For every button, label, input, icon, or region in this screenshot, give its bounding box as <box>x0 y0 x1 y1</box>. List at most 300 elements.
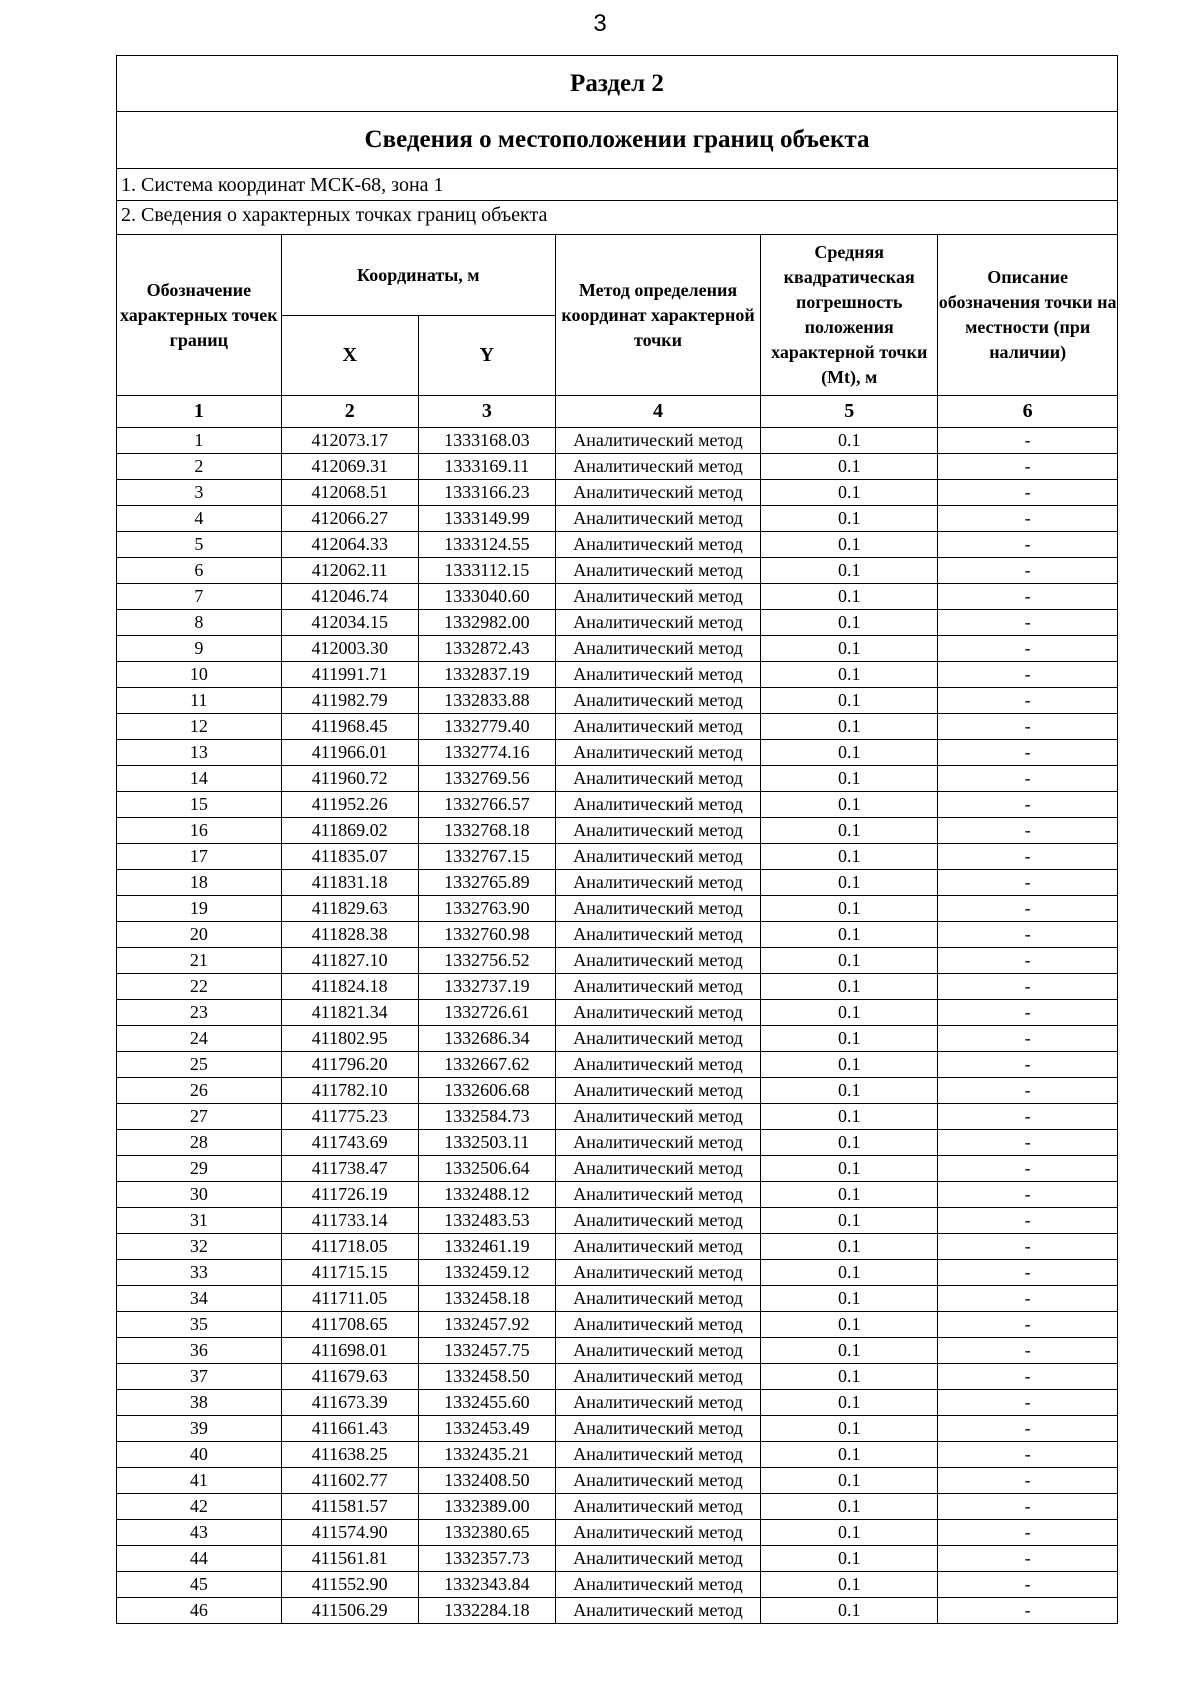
description-cell: - <box>938 818 1117 844</box>
coord-x-cell: 411638.25 <box>281 1442 418 1468</box>
point-number-cell: 25 <box>117 1052 281 1078</box>
mean-error-cell: 0.1 <box>761 584 938 610</box>
description-cell: - <box>938 896 1117 922</box>
table-row <box>117 1572 1117 1598</box>
table-row <box>117 870 1117 896</box>
coord-y-cell: 1332766.57 <box>418 792 555 818</box>
description-cell: - <box>938 974 1117 1000</box>
description-cell: - <box>938 662 1117 688</box>
coord-y-cell: 1332461.19 <box>418 1234 555 1260</box>
description-cell: - <box>938 428 1117 454</box>
table-row <box>117 922 1117 948</box>
coord-y-cell: 1332343.84 <box>418 1572 555 1598</box>
point-number-cell: 31 <box>117 1208 281 1234</box>
mean-error-cell: 0.1 <box>761 1234 938 1260</box>
method-cell: Аналитический метод <box>555 948 760 974</box>
point-number-cell: 2 <box>117 454 281 480</box>
mean-error-cell: 0.1 <box>761 896 938 922</box>
column-number: 2 <box>281 396 418 428</box>
point-number-cell: 28 <box>117 1130 281 1156</box>
description-cell: - <box>938 1390 1117 1416</box>
mean-error-cell: 0.1 <box>761 610 938 636</box>
method-cell: Аналитический метод <box>555 480 760 506</box>
method-cell: Аналитический метод <box>555 1598 760 1624</box>
point-number-cell: 9 <box>117 636 281 662</box>
coord-x-cell: 411574.90 <box>281 1520 418 1546</box>
coord-y-cell: 1332453.49 <box>418 1416 555 1442</box>
coord-x-cell: 411869.02 <box>281 818 418 844</box>
coord-y-cell: 1332686.34 <box>418 1026 555 1052</box>
description-cell: - <box>938 1078 1117 1104</box>
mean-error-cell: 0.1 <box>761 1390 938 1416</box>
mean-error-cell: 0.1 <box>761 1598 938 1624</box>
mean-error-cell: 0.1 <box>761 740 938 766</box>
table-row <box>117 428 1117 454</box>
point-number-cell: 29 <box>117 1156 281 1182</box>
point-number-cell: 7 <box>117 584 281 610</box>
description-cell: - <box>938 584 1117 610</box>
method-cell: Аналитический метод <box>555 1234 760 1260</box>
coord-x-cell: 411711.05 <box>281 1286 418 1312</box>
coord-y-cell: 1332774.16 <box>418 740 555 766</box>
description-cell: - <box>938 558 1117 584</box>
mean-error-cell: 0.1 <box>761 1130 938 1156</box>
column-number-row <box>117 396 1117 428</box>
mean-error-cell: 0.1 <box>761 766 938 792</box>
point-number-cell: 24 <box>117 1026 281 1052</box>
description-cell: - <box>938 532 1117 558</box>
method-cell: Аналитический метод <box>555 870 760 896</box>
coord-x-cell: 412046.74 <box>281 584 418 610</box>
point-number-cell: 30 <box>117 1182 281 1208</box>
coord-x-cell: 411960.72 <box>281 766 418 792</box>
description-cell: - <box>938 1364 1117 1390</box>
coord-y-cell: 1332833.88 <box>418 688 555 714</box>
point-number-cell: 33 <box>117 1260 281 1286</box>
coord-x-cell: 411698.01 <box>281 1338 418 1364</box>
description-cell: - <box>938 1104 1117 1130</box>
mean-error-cell: 0.1 <box>761 714 938 740</box>
point-number-cell: 10 <box>117 662 281 688</box>
mean-error-cell: 0.1 <box>761 636 938 662</box>
method-cell: Аналитический метод <box>555 506 760 532</box>
table-row <box>117 1390 1117 1416</box>
method-cell: Аналитический метод <box>555 844 760 870</box>
mean-error-cell: 0.1 <box>761 1000 938 1026</box>
coord-y-cell: 1332458.18 <box>418 1286 555 1312</box>
method-cell: Аналитический метод <box>555 1182 760 1208</box>
mean-error-cell: 0.1 <box>761 1156 938 1182</box>
method-cell: Аналитический метод <box>555 454 760 480</box>
column-number: 6 <box>938 396 1117 428</box>
point-number-cell: 27 <box>117 1104 281 1130</box>
method-cell: Аналитический метод <box>555 1052 760 1078</box>
mean-error-cell: 0.1 <box>761 1364 938 1390</box>
table-row <box>117 1546 1117 1572</box>
point-number-cell: 18 <box>117 870 281 896</box>
coord-x-cell: 411829.63 <box>281 896 418 922</box>
point-number-cell: 3 <box>117 480 281 506</box>
coord-x-cell: 411743.69 <box>281 1130 418 1156</box>
section-subtitle: Сведения о местоположении границ объекта <box>117 112 1117 169</box>
mean-error-cell: 0.1 <box>761 948 938 974</box>
coord-y-cell: 1332357.73 <box>418 1546 555 1572</box>
mean-error-cell: 0.1 <box>761 844 938 870</box>
description-cell: - <box>938 1572 1117 1598</box>
coord-x-cell: 412064.33 <box>281 532 418 558</box>
coord-y-cell: 1332756.52 <box>418 948 555 974</box>
point-number-cell: 19 <box>117 896 281 922</box>
coord-y-cell: 1333168.03 <box>418 428 555 454</box>
coord-x-cell: 411991.71 <box>281 662 418 688</box>
coord-x-cell: 411552.90 <box>281 1572 418 1598</box>
description-cell: - <box>938 1052 1117 1078</box>
method-cell: Аналитический метод <box>555 688 760 714</box>
method-cell: Аналитический метод <box>555 974 760 1000</box>
table-row <box>117 1520 1117 1546</box>
coord-x-cell: 411802.95 <box>281 1026 418 1052</box>
coord-x-cell: 411679.63 <box>281 1364 418 1390</box>
method-cell: Аналитический метод <box>555 1130 760 1156</box>
point-number-cell: 6 <box>117 558 281 584</box>
mean-error-cell: 0.1 <box>761 480 938 506</box>
mean-error-cell: 0.1 <box>761 1338 938 1364</box>
point-number-cell: 12 <box>117 714 281 740</box>
description-cell: - <box>938 454 1117 480</box>
point-number-cell: 45 <box>117 1572 281 1598</box>
method-cell: Аналитический метод <box>555 636 760 662</box>
coord-x-cell: 411506.29 <box>281 1598 418 1624</box>
coord-y-cell: 1332435.21 <box>418 1442 555 1468</box>
point-number-cell: 1 <box>117 428 281 454</box>
description-cell: - <box>938 506 1117 532</box>
mean-error-cell: 0.1 <box>761 818 938 844</box>
coord-y-cell: 1332760.98 <box>418 922 555 948</box>
mean-error-cell: 0.1 <box>761 922 938 948</box>
method-cell: Аналитический метод <box>555 1156 760 1182</box>
point-number-cell: 4 <box>117 506 281 532</box>
mean-error-cell: 0.1 <box>761 662 938 688</box>
method-cell: Аналитический метод <box>555 1104 760 1130</box>
coord-x-cell: 411782.10 <box>281 1078 418 1104</box>
mean-error-cell: 0.1 <box>761 1494 938 1520</box>
coord-y-cell: 1332982.00 <box>418 610 555 636</box>
point-number-cell: 32 <box>117 1234 281 1260</box>
table-row <box>117 1364 1117 1390</box>
table-row <box>117 1416 1117 1442</box>
point-number-cell: 13 <box>117 740 281 766</box>
table-row <box>117 1338 1117 1364</box>
table-row <box>117 1234 1117 1260</box>
coord-y-cell: 1332726.61 <box>418 1000 555 1026</box>
coord-x-cell: 411775.23 <box>281 1104 418 1130</box>
description-cell: - <box>938 792 1117 818</box>
method-cell: Аналитический метод <box>555 532 760 558</box>
table-row <box>117 1442 1117 1468</box>
table-row <box>117 584 1117 610</box>
description-cell: - <box>938 1208 1117 1234</box>
mean-error-cell: 0.1 <box>761 1208 938 1234</box>
mean-error-cell: 0.1 <box>761 428 938 454</box>
description-cell: - <box>938 1182 1117 1208</box>
mean-error-cell: 0.1 <box>761 1442 938 1468</box>
table-row <box>117 1494 1117 1520</box>
table-row <box>117 1104 1117 1130</box>
table-row <box>117 506 1117 532</box>
mean-error-cell: 0.1 <box>761 1078 938 1104</box>
description-cell: - <box>938 1286 1117 1312</box>
coord-y-cell: 1332779.40 <box>418 714 555 740</box>
description-cell: - <box>938 480 1117 506</box>
method-cell: Аналитический метод <box>555 1026 760 1052</box>
mean-error-cell: 0.1 <box>761 454 938 480</box>
description-cell: - <box>938 922 1117 948</box>
coord-y-cell: 1332483.53 <box>418 1208 555 1234</box>
header-description: Описание обозначения точки на местности (при наличии) <box>938 235 1117 396</box>
mean-error-cell: 0.1 <box>761 506 938 532</box>
table-row <box>117 1208 1117 1234</box>
coord-x-cell: 412073.17 <box>281 428 418 454</box>
table-row <box>117 974 1117 1000</box>
points-caption: 2. Сведения о характерных точках границ объекта <box>117 201 1117 235</box>
coord-x-cell: 411831.18 <box>281 870 418 896</box>
coord-x-cell: 411821.34 <box>281 1000 418 1026</box>
point-number-cell: 17 <box>117 844 281 870</box>
table-row <box>117 1182 1117 1208</box>
coord-x-cell: 411824.18 <box>281 974 418 1000</box>
points-table <box>117 235 1117 1623</box>
mean-error-cell: 0.1 <box>761 1546 938 1572</box>
table-row <box>117 610 1117 636</box>
description-cell: - <box>938 948 1117 974</box>
section-title: Раздел 2 <box>117 56 1117 112</box>
description-cell: - <box>938 1546 1117 1572</box>
mean-error-cell: 0.1 <box>761 532 938 558</box>
method-cell: Аналитический метод <box>555 1312 760 1338</box>
table-row <box>117 896 1117 922</box>
mean-error-cell: 0.1 <box>761 1260 938 1286</box>
description-cell: - <box>938 1260 1117 1286</box>
method-cell: Аналитический метод <box>555 662 760 688</box>
description-cell: - <box>938 1026 1117 1052</box>
coord-x-cell: 411738.47 <box>281 1156 418 1182</box>
method-cell: Аналитический метод <box>555 1520 760 1546</box>
method-cell: Аналитический метод <box>555 714 760 740</box>
table-row <box>117 1130 1117 1156</box>
table-row <box>117 1026 1117 1052</box>
table-row <box>117 948 1117 974</box>
coord-x-cell: 411561.81 <box>281 1546 418 1572</box>
coord-y-cell: 1332737.19 <box>418 974 555 1000</box>
coord-x-cell: 411673.39 <box>281 1390 418 1416</box>
point-number-cell: 8 <box>117 610 281 636</box>
page-number: 3 <box>593 10 607 37</box>
method-cell: Аналитический метод <box>555 818 760 844</box>
description-cell: - <box>938 1130 1117 1156</box>
point-number-cell: 43 <box>117 1520 281 1546</box>
method-cell: Аналитический метод <box>555 1364 760 1390</box>
table-row <box>117 844 1117 870</box>
table-row <box>117 1312 1117 1338</box>
description-cell: - <box>938 1312 1117 1338</box>
point-number-cell: 35 <box>117 1312 281 1338</box>
coord-x-cell: 411966.01 <box>281 740 418 766</box>
coord-y-cell: 1332457.92 <box>418 1312 555 1338</box>
table-row <box>117 1260 1117 1286</box>
mean-error-cell: 0.1 <box>761 1286 938 1312</box>
coord-x-cell: 411718.05 <box>281 1234 418 1260</box>
table-row <box>117 1468 1117 1494</box>
table-row <box>117 1000 1117 1026</box>
method-cell: Аналитический метод <box>555 1468 760 1494</box>
coord-x-cell: 411968.45 <box>281 714 418 740</box>
method-cell: Аналитический метод <box>555 792 760 818</box>
mean-error-cell: 0.1 <box>761 792 938 818</box>
table-row <box>117 532 1117 558</box>
coord-y-cell: 1332768.18 <box>418 818 555 844</box>
description-cell: - <box>938 740 1117 766</box>
table-row <box>117 1078 1117 1104</box>
mean-error-cell: 0.1 <box>761 870 938 896</box>
coord-y-cell: 1332765.89 <box>418 870 555 896</box>
method-cell: Аналитический метод <box>555 1546 760 1572</box>
point-number-cell: 42 <box>117 1494 281 1520</box>
table-row <box>117 714 1117 740</box>
mean-error-cell: 0.1 <box>761 1520 938 1546</box>
point-number-cell: 5 <box>117 532 281 558</box>
mean-error-cell: 0.1 <box>761 1468 938 1494</box>
method-cell: Аналитический метод <box>555 740 760 766</box>
coord-x-cell: 412062.11 <box>281 558 418 584</box>
coord-y-cell: 1333124.55 <box>418 532 555 558</box>
method-cell: Аналитический метод <box>555 896 760 922</box>
description-cell: - <box>938 1468 1117 1494</box>
point-number-cell: 36 <box>117 1338 281 1364</box>
coord-x-cell: 411602.77 <box>281 1468 418 1494</box>
coord-x-cell: 412066.27 <box>281 506 418 532</box>
coord-x-cell: 412069.31 <box>281 454 418 480</box>
point-number-cell: 44 <box>117 1546 281 1572</box>
table-row <box>117 1286 1117 1312</box>
mean-error-cell: 0.1 <box>761 688 938 714</box>
coord-y-cell: 1332506.64 <box>418 1156 555 1182</box>
header-method: Метод определения координат характерной точки <box>555 235 760 396</box>
point-number-cell: 23 <box>117 1000 281 1026</box>
method-cell: Аналитический метод <box>555 1390 760 1416</box>
coord-y-cell: 1333149.99 <box>418 506 555 532</box>
method-cell: Аналитический метод <box>555 1416 760 1442</box>
description-cell: - <box>938 714 1117 740</box>
method-cell: Аналитический метод <box>555 558 760 584</box>
table-row <box>117 480 1117 506</box>
description-cell: - <box>938 1598 1117 1624</box>
coord-y-cell: 1332457.75 <box>418 1338 555 1364</box>
point-number-cell: 22 <box>117 974 281 1000</box>
table-row <box>117 454 1117 480</box>
point-number-cell: 21 <box>117 948 281 974</box>
coord-y-cell: 1333112.15 <box>418 558 555 584</box>
method-cell: Аналитический метод <box>555 428 760 454</box>
column-number: 4 <box>555 396 760 428</box>
coord-x-cell: 411952.26 <box>281 792 418 818</box>
coord-x-cell: 411708.65 <box>281 1312 418 1338</box>
description-cell: - <box>938 610 1117 636</box>
coord-y-cell: 1332455.60 <box>418 1390 555 1416</box>
table-row <box>117 662 1117 688</box>
coord-y-cell: 1332389.00 <box>418 1494 555 1520</box>
coord-x-cell: 411827.10 <box>281 948 418 974</box>
mean-error-cell: 0.1 <box>761 1312 938 1338</box>
column-number: 1 <box>117 396 281 428</box>
header-coordinates: Координаты, м <box>281 235 555 316</box>
mean-error-cell: 0.1 <box>761 974 938 1000</box>
coord-y-cell: 1332584.73 <box>418 1104 555 1130</box>
coord-y-cell: 1332767.15 <box>418 844 555 870</box>
coord-y-cell: 1333040.60 <box>418 584 555 610</box>
point-number-cell: 20 <box>117 922 281 948</box>
point-number-cell: 38 <box>117 1390 281 1416</box>
mean-error-cell: 0.1 <box>761 1572 938 1598</box>
description-cell: - <box>938 1156 1117 1182</box>
coord-y-cell: 1332459.12 <box>418 1260 555 1286</box>
point-number-cell: 15 <box>117 792 281 818</box>
coord-y-cell: 1332769.56 <box>418 766 555 792</box>
point-number-cell: 11 <box>117 688 281 714</box>
method-cell: Аналитический метод <box>555 584 760 610</box>
coord-y-cell: 1332458.50 <box>418 1364 555 1390</box>
coord-x-cell: 411715.15 <box>281 1260 418 1286</box>
section-frame <box>116 55 1118 1624</box>
point-number-cell: 41 <box>117 1468 281 1494</box>
header-error: Средняя квадратическая погрешность положения характерной точки (Mt), м <box>761 235 938 396</box>
header-designation: Обозначение характерных точек границ <box>117 235 281 396</box>
method-cell: Аналитический метод <box>555 1208 760 1234</box>
coord-x-cell: 411796.20 <box>281 1052 418 1078</box>
description-cell: - <box>938 1234 1117 1260</box>
method-cell: Аналитический метод <box>555 1494 760 1520</box>
method-cell: Аналитический метод <box>555 1442 760 1468</box>
coord-y-cell: 1332408.50 <box>418 1468 555 1494</box>
coord-y-cell: 1333169.11 <box>418 454 555 480</box>
description-cell: - <box>938 1494 1117 1520</box>
description-cell: - <box>938 844 1117 870</box>
method-cell: Аналитический метод <box>555 922 760 948</box>
point-number-cell: 40 <box>117 1442 281 1468</box>
points-table-body <box>117 428 1117 1624</box>
mean-error-cell: 0.1 <box>761 558 938 584</box>
coord-x-cell: 412034.15 <box>281 610 418 636</box>
coord-x-cell: 411828.38 <box>281 922 418 948</box>
description-cell: - <box>938 1520 1117 1546</box>
mean-error-cell: 0.1 <box>761 1416 938 1442</box>
table-row <box>117 1156 1117 1182</box>
point-number-cell: 14 <box>117 766 281 792</box>
table-row <box>117 792 1117 818</box>
coord-x-cell: 412068.51 <box>281 480 418 506</box>
point-number-cell: 34 <box>117 1286 281 1312</box>
table-row <box>117 766 1117 792</box>
coord-y-cell: 1333166.23 <box>418 480 555 506</box>
mean-error-cell: 0.1 <box>761 1026 938 1052</box>
point-number-cell: 37 <box>117 1364 281 1390</box>
description-cell: - <box>938 1442 1117 1468</box>
header-y: Y <box>418 316 555 396</box>
mean-error-cell: 0.1 <box>761 1182 938 1208</box>
coord-x-cell: 411733.14 <box>281 1208 418 1234</box>
description-cell: - <box>938 688 1117 714</box>
mean-error-cell: 0.1 <box>761 1052 938 1078</box>
point-number-cell: 26 <box>117 1078 281 1104</box>
